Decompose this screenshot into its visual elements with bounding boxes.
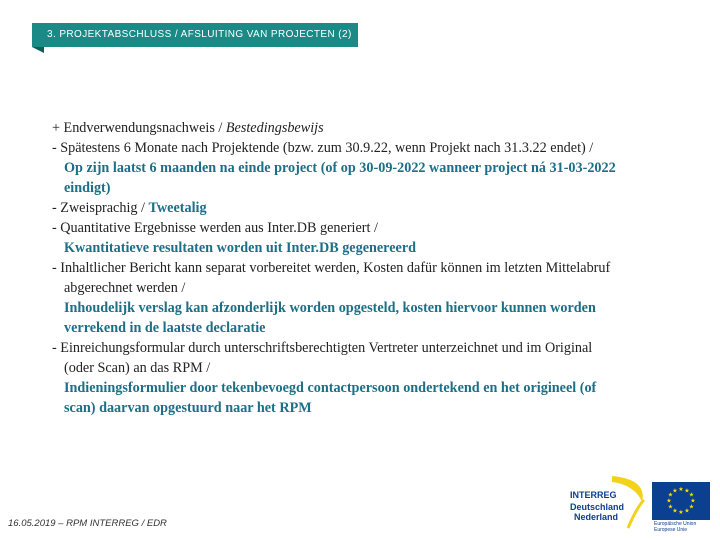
svg-text:★: ★ — [684, 507, 690, 515]
item-4-nl-line-2: verrekend in de laatste declaratie — [64, 320, 266, 336]
item-3-nl-line-1: Kwantitatieve resultaten worden uit Inter.DB gegenereerd — [64, 240, 417, 256]
svg-text:★: ★ — [678, 509, 684, 516]
svg-text:★: ★ — [688, 491, 695, 499]
svg-text:★: ★ — [690, 497, 696, 505]
interreg-line-1: INTERREG — [570, 490, 617, 500]
svg-text:★: ★ — [688, 503, 695, 511]
heading — [52, 118, 702, 138]
svg-text:★: ★ — [666, 497, 672, 505]
item-3-de: - Quantitative Ergebnisse werden aus Inter.DB generiert / — [52, 220, 378, 236]
header-fold — [32, 47, 44, 53]
item-5-de-cont: (oder Scan) an das RPM / — [64, 360, 211, 376]
heading-nl: Bestedingsbewijs — [225, 120, 324, 136]
svg-text:★: ★ — [667, 503, 674, 511]
item-2-de: - Zweisprachig / — [52, 200, 149, 216]
svg-text:★: ★ — [672, 507, 678, 515]
svg-text:★: ★ — [667, 491, 674, 499]
item-4-nl-line-1: Inhoudelijk verslag kan afzonderlijk worden opgesteld, kosten hiervoor kunnen worden — [64, 300, 596, 316]
eu-caption-line-2: Europese Unie — [654, 527, 688, 533]
eu-flag-icon — [652, 482, 710, 520]
item-4-de: - Inhaltlicher Bericht kann separat vorbereitet werden, Kosten dafür können im letzten Mittelabruf — [52, 260, 611, 276]
item-5-nl-line-1: Indieningsformulier door tekenbevoegd contactpersoon ondertekend en het origineel (of — [64, 380, 597, 396]
svg-text:★: ★ — [672, 487, 678, 495]
footer-text: 16.05.2019 – RPM INTERREG / EDR — [8, 518, 167, 529]
svg-text:★: ★ — [678, 486, 684, 493]
item-4-de-cont: abgerechnet werden / — [64, 280, 186, 296]
page-title: 3. PROJEKTABSCHLUSS / AFSLUITING VAN PROJECTEN (2) — [47, 29, 352, 40]
item-1-de: - Spätestens 6 Monate nach Projektende (bzw. zum 30.9.22, wenn Projekt nach 31.3.22 endet) / — [52, 140, 594, 156]
item-5-de: - Einreichungsformular durch unterschriftsberechtigten Vertreter unterzeichnet und im Original — [52, 340, 593, 356]
heading-de: + Endverwendungsnachweis / — [52, 120, 226, 136]
item-5-nl-line-2: scan) daarvan opgestuurd naar het RPM — [64, 400, 312, 416]
slide-content — [52, 118, 702, 418]
item-2 — [52, 198, 702, 218]
item-2-nl: Tweetalig — [148, 200, 207, 216]
eu-caption — [654, 521, 710, 533]
eu-logo — [652, 482, 710, 538]
item-1-nl-line-2: eindigt) — [64, 180, 111, 196]
interreg-swoosh-icon — [612, 476, 643, 502]
item-1-nl-line-1: Op zijn laatst 6 maanden na einde project (of op 30-09-2022 wanneer project ná 31-03-2022 — [64, 160, 616, 176]
interreg-logo — [562, 474, 658, 532]
eu-caption-line-1: Europäische Union — [654, 521, 697, 527]
interreg-line-2: Deutschland — [570, 502, 625, 512]
interreg-line-3: Nederland — [574, 512, 619, 522]
svg-text:★: ★ — [684, 487, 690, 495]
